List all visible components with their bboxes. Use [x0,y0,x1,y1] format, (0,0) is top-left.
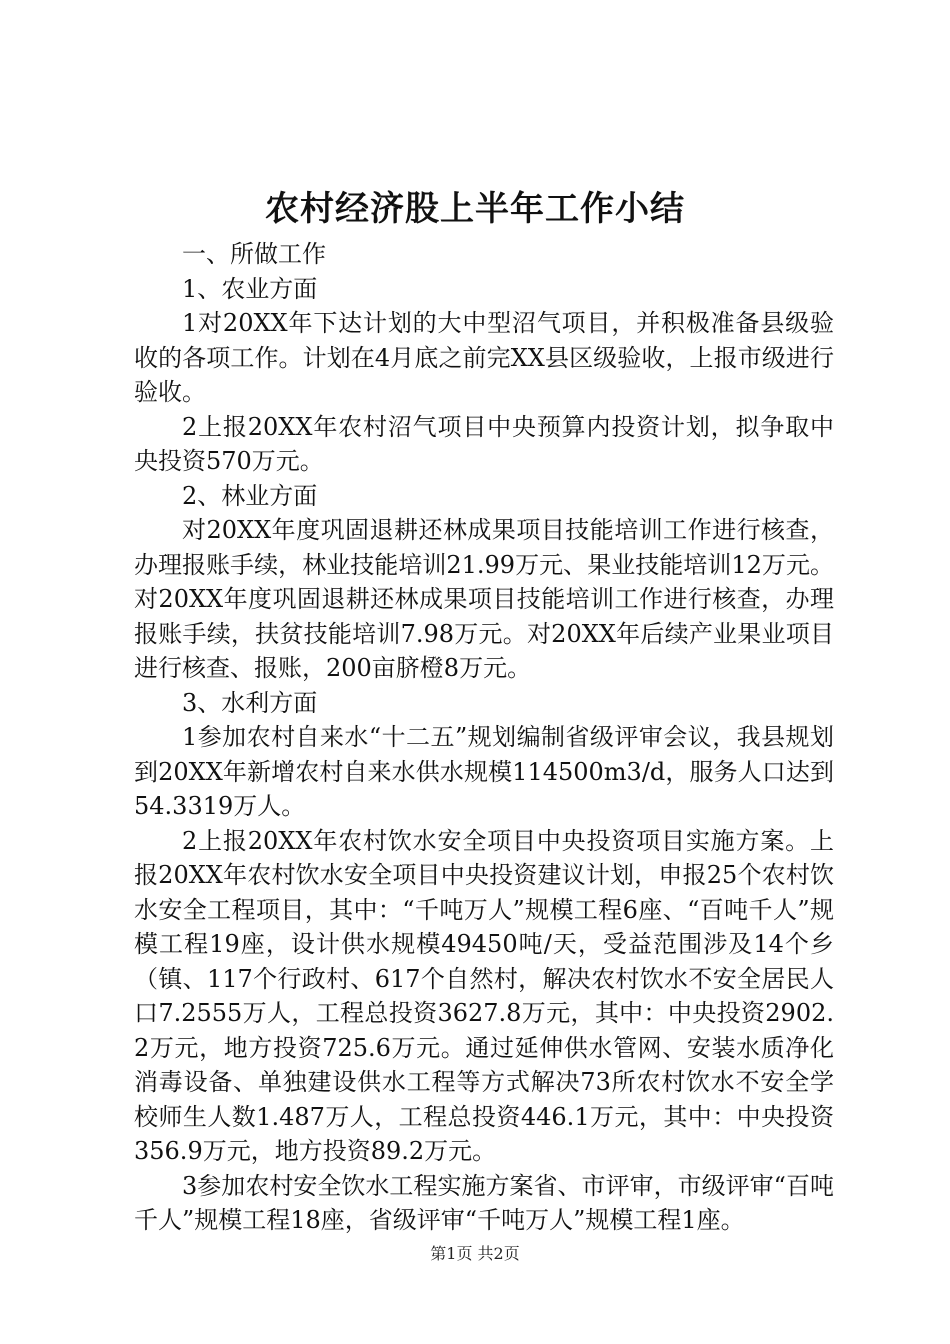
paragraph-agriculture-2: 2上报20XX年农村沼气项目中央预算内投资计划，拟争取中央投资570万元。 [134,412,834,475]
section-heading-work-done: 一、所做工作 [182,240,326,268]
paragraph-forestry: 对20XX年度巩固退耕还林成果项目技能培训工作进行核查，办理报账手续，林业技能培训21.99万元、果业技能培训12万元。对20XX年度巩固退耕还林成果项目技能培训工作进行核查，办理报账手续，扶贫技能培训7.98万元。对20XX年后续产业果业项目进行核查、报账，200亩脐橙8万元。 [134,516,834,682]
subsection-heading-water: 3、水利方面 [182,688,318,717]
paragraph-water-3: 3参加农村安全饮水工程实施方案省、市评审，市级评审“百吨千人”规模工程18座，省级评审“千吨万人”规模工程1座。 [134,1171,834,1234]
document-body [134,237,834,1238]
subsection-heading-agriculture: 1、农业方面 [182,274,318,303]
paragraph-agriculture-1: 1对20XX年下达计划的大中型沼气项目，并积极准备县级验收的各项工作。计划在4月底之前完XX县区级验收，上报市级进行验收。 [134,309,834,406]
paragraph-water-1: 1参加农村自来水“十二五”规划编制省级评审会议，我县规划到20XX年新增农村自来水供水规模114500m3/d，服务人口达到54.3319万人。 [134,723,834,820]
subsection-heading-forestry: 2、林业方面 [182,481,318,510]
document-title: 农村经济股上半年工作小结 [265,189,685,229]
page-footer: 第1页 共2页 [430,1244,520,1263]
paragraph-water-2: 2上报20XX年农村饮水安全项目中央投资项目实施方案。上报20XX年农村饮水安全项目中央投资建议计划，申报25个农村饮水安全工程项目，其中：“千吨万人”规模工程6座、“百吨千人”规模工程19座，设计供水规模49450吨/天，受益范围涉及14个乡（镇、117个行政村、617个自然村，解决农村饮水不安全居民人口7.2555万人，工程总投资3627.8万元，其中：中央投资2902.2万元，地方投资725.6万元。通过延伸供水管网、安装水质净化消毒设备、单独建设供水工程等方式解决73所农村饮水不安全学校师生人数1.487万人，工程总投资446.1万元，其中：中央投资356.9万元，地方投资89.2万元。 [134,826,834,1165]
